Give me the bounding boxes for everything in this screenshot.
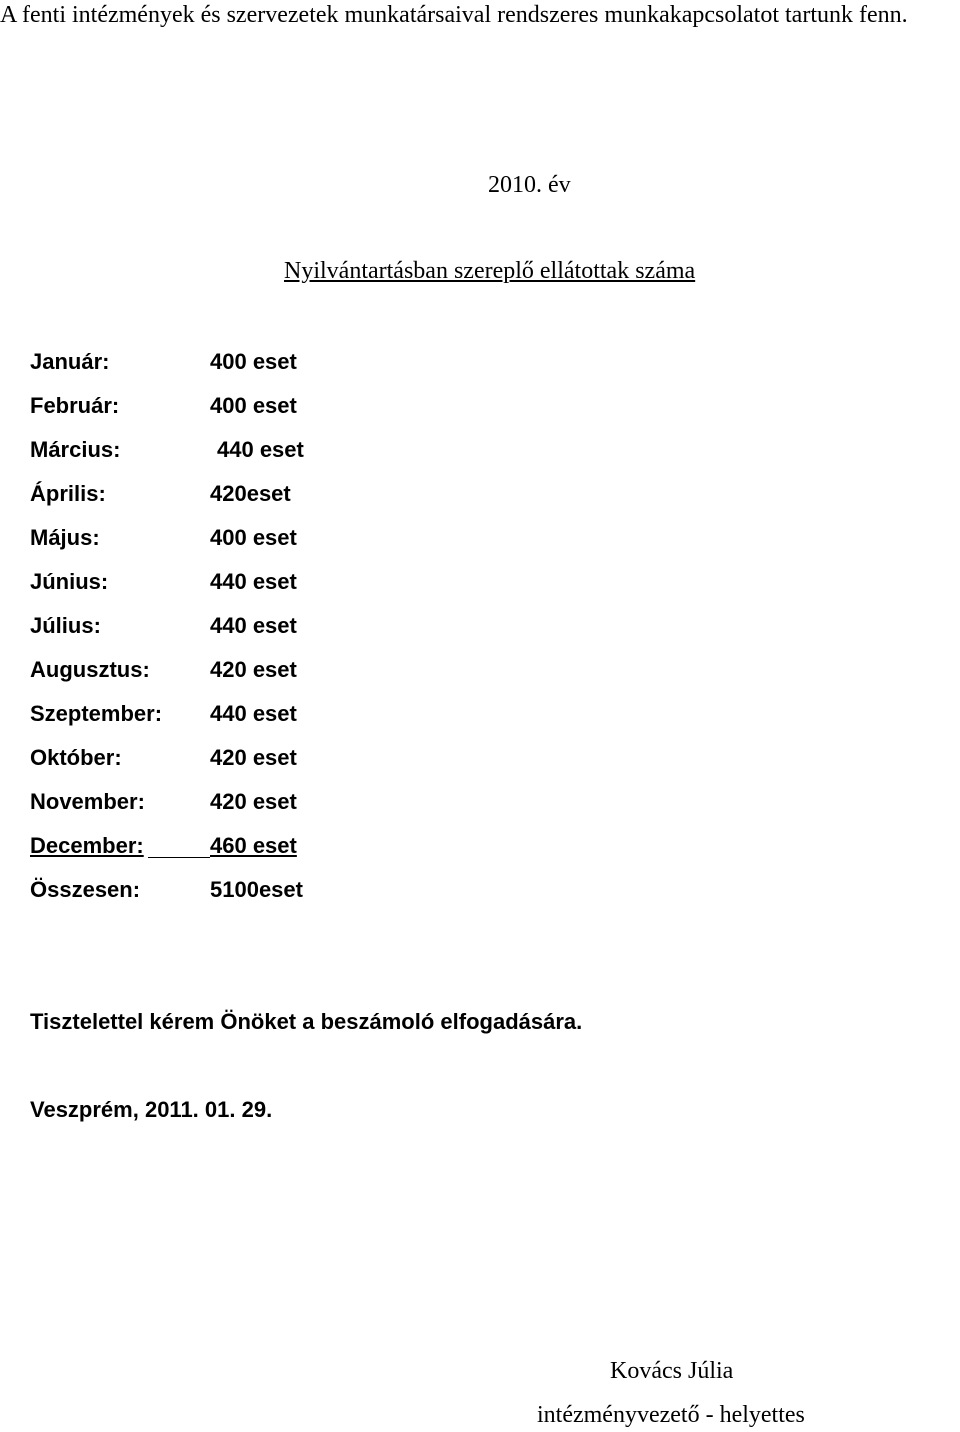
signer-role: intézményvezető - helyettes [537,1402,805,1428]
intro-text: A fenti intézmények és szervezetek munkatársaival rendszeres munkakapcsolatot tartunk fenn. [0,2,908,28]
case-count: 420 eset [210,657,297,682]
month-label: December: [30,833,144,858]
signer-name: Kovács Júlia [610,1358,734,1384]
month-label: Január: [30,349,110,374]
month-label: Február: [30,393,120,418]
month-label: November: [30,789,145,814]
case-count: 420 eset [210,745,297,770]
case-count: 460 eset [210,833,297,858]
total-count: 5100eset [210,877,303,902]
month-label: Március: [30,437,121,462]
case-count: 440 eset [210,701,297,726]
case-count: 420 eset [210,789,297,814]
month-label: Október: [30,745,122,770]
month-label: Július: [30,613,101,638]
table-title: Nyilvántartásban szereplő ellátottak száma [284,258,696,284]
case-count: 400 eset [210,525,297,550]
case-count: 440 eset [210,613,297,638]
month-label: Június: [30,569,109,594]
case-count: 440 eset [217,437,304,462]
total-separator-line [148,857,210,858]
case-count: 400 eset [210,393,297,418]
place-date: Veszprém, 2011. 01. 29. [30,1097,273,1122]
month-label: Szeptember: [30,701,163,726]
case-count: 420eset [210,481,291,506]
year-heading: 2010. év [488,172,571,198]
closing-text: Tisztelettel kérem Önöket a beszámoló elfogadására. [30,1009,583,1034]
total-label: Összesen: [30,877,141,902]
case-count: 400 eset [210,349,297,374]
month-label: Augusztus: [30,657,150,682]
month-label: Április: [30,481,106,506]
month-label: Május: [30,525,100,550]
case-count: 440 eset [210,569,297,594]
